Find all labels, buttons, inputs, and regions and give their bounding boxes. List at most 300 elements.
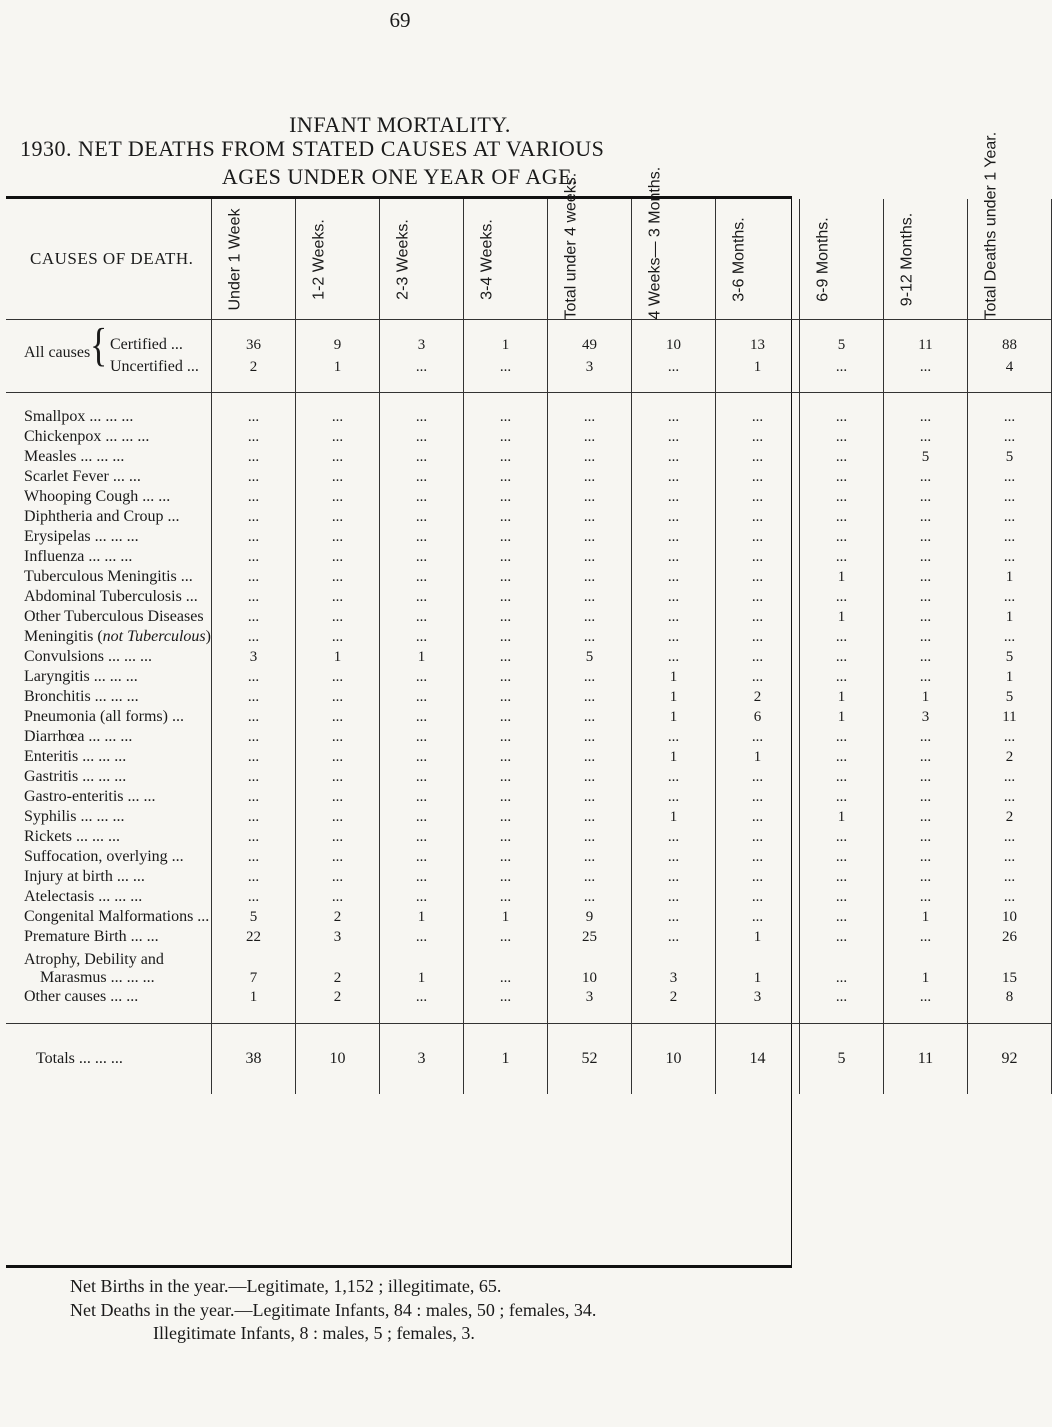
- table-title: [20, 136, 800, 162]
- footer-deaths: Net Deaths in the year.—Legitimate Infants, 84 : males, 50 ; females, 34.: [70, 1300, 597, 1320]
- table-cell: ...: [547, 747, 631, 767]
- table-cell: ...: [799, 487, 883, 507]
- table-row: [6, 487, 1051, 507]
- table-cell: ...: [379, 407, 463, 427]
- table-cell: ...: [631, 907, 715, 927]
- table-row: [6, 527, 1051, 547]
- table-cell: ...: [799, 547, 883, 567]
- age-header: [379, 199, 463, 320]
- table-cell: 1: [295, 647, 379, 667]
- table-cell: 10: [547, 947, 631, 987]
- table-cell: 1: [379, 947, 463, 987]
- table-cell: ...: [547, 767, 631, 787]
- table-cell: ...: [547, 467, 631, 487]
- table-cell: 1: [463, 320, 547, 357]
- table-row: [6, 407, 1051, 427]
- table-cell: ...: [379, 847, 463, 867]
- table-cell: 11: [883, 320, 967, 357]
- table-cell: ...: [883, 427, 967, 447]
- table-row: [6, 467, 1051, 487]
- table-cell: 1: [631, 667, 715, 687]
- table-row: [6, 847, 1051, 867]
- table-cell: ...: [967, 887, 1051, 907]
- table-cell: ...: [379, 867, 463, 887]
- table-cell: ...: [799, 587, 883, 607]
- table-cell: ...: [295, 807, 379, 827]
- table-cell: ...: [883, 567, 967, 587]
- cause-name: Influenza ... ... ...: [6, 547, 211, 567]
- table-cell: ...: [883, 547, 967, 567]
- table-cell: ...: [883, 667, 967, 687]
- table-cell: ...: [631, 467, 715, 487]
- table-row: [6, 547, 1051, 567]
- table-cell: 10: [631, 1024, 715, 1095]
- table-cell: ...: [547, 827, 631, 847]
- table-row: [6, 667, 1051, 687]
- table-cell: 1: [967, 567, 1051, 587]
- table-cell: ...: [799, 787, 883, 807]
- table-cell: ...: [715, 727, 799, 747]
- title-line3: AGES UNDER ONE YEAR OF AGE.: [221, 164, 579, 189]
- brace-glyph: {: [90, 319, 108, 371]
- table-cell: ...: [631, 427, 715, 447]
- table-cell: 92: [967, 1024, 1051, 1095]
- table-cell: ...: [211, 587, 295, 607]
- table-cell: ...: [631, 407, 715, 427]
- table-cell: ...: [379, 587, 463, 607]
- table-cell: ...: [631, 587, 715, 607]
- table-cell: ...: [715, 547, 799, 567]
- all-causes-row: [6, 320, 1051, 357]
- table-cell: ...: [631, 867, 715, 887]
- table-cell: ...: [715, 847, 799, 867]
- table-cell: ...: [547, 547, 631, 567]
- table-cell: ...: [463, 707, 547, 727]
- table-cell: ...: [463, 627, 547, 647]
- table-cell: 1: [799, 807, 883, 827]
- cause-name: Injury at birth ... ...: [6, 867, 211, 887]
- table-cell: ...: [547, 787, 631, 807]
- table-cell: ...: [295, 767, 379, 787]
- age-header-label: Under 1 Week: [226, 208, 244, 310]
- table-cell: ...: [211, 547, 295, 567]
- table-cell: ...: [547, 687, 631, 707]
- age-header: [211, 199, 295, 320]
- table-cell: ...: [211, 887, 295, 907]
- table-cell: ...: [211, 427, 295, 447]
- table-cell: ...: [211, 527, 295, 547]
- table-cell: 88: [967, 320, 1051, 357]
- table-cell: ...: [799, 987, 883, 1007]
- age-header: [547, 172, 631, 320]
- cause-name: Other causes ... ...: [6, 987, 211, 1007]
- table-cell: ...: [883, 887, 967, 907]
- table-cell: ...: [295, 827, 379, 847]
- table-cell: ...: [715, 507, 799, 527]
- age-header: [295, 199, 379, 320]
- totals-label: Totals ... ... ...: [6, 1024, 211, 1095]
- table-cell: 1: [211, 987, 295, 1007]
- table-cell: 10: [295, 1024, 379, 1095]
- table-cell: ...: [463, 687, 547, 707]
- cause-name: Diarrhœa ... ... ...: [6, 727, 211, 747]
- table-cell: ...: [295, 847, 379, 867]
- table-cell: ...: [547, 407, 631, 427]
- table-cell: 1: [715, 947, 799, 987]
- table-cell: ...: [211, 407, 295, 427]
- table-cell: 9: [295, 320, 379, 357]
- page-number: 69: [389, 8, 411, 32]
- table-cell: ...: [295, 507, 379, 527]
- table-cell: 1: [631, 707, 715, 727]
- table-cell: ...: [463, 927, 547, 947]
- cause-name: Suffocation, overlying ...: [6, 847, 211, 867]
- table-cell: ...: [967, 487, 1051, 507]
- footer-births: Net Births in the year.—Legitimate, 1,152 ; illegitimate, 65.: [70, 1276, 502, 1296]
- table-cell: ...: [463, 727, 547, 747]
- table-cell: 2: [295, 947, 379, 987]
- table-cell: ...: [295, 567, 379, 587]
- table-cell: ...: [463, 787, 547, 807]
- table-cell: ...: [883, 867, 967, 887]
- table-cell: ...: [967, 827, 1051, 847]
- cause-name: Other Tuberculous Diseases: [6, 607, 211, 627]
- table-cell: ...: [379, 487, 463, 507]
- table-cell: ...: [547, 427, 631, 447]
- table-row: [6, 447, 1051, 467]
- table-cell: 38: [211, 1024, 295, 1095]
- table-cell: ...: [463, 356, 547, 393]
- table-cell: ...: [295, 427, 379, 447]
- table-cell: ...: [379, 607, 463, 627]
- table-cell: 1: [799, 567, 883, 587]
- table-row: [6, 907, 1051, 927]
- table-cell: ...: [799, 927, 883, 947]
- table-cell: ...: [799, 727, 883, 747]
- table-cell: ...: [295, 727, 379, 747]
- table-cell: ...: [547, 847, 631, 867]
- age-header-label: Total under 4 weeks.: [562, 172, 580, 319]
- cause-name: Premature Birth ... ...: [6, 927, 211, 947]
- age-header-label: 1-2 Weeks.: [310, 218, 328, 300]
- table-cell: ...: [295, 467, 379, 487]
- table-cell: 25: [547, 927, 631, 947]
- table-cell: 3: [379, 320, 463, 357]
- table-cell: ...: [883, 407, 967, 427]
- table-cell: ...: [379, 507, 463, 527]
- table-cell: ...: [799, 507, 883, 527]
- table-cell: 2: [715, 687, 799, 707]
- table-cell: ...: [631, 727, 715, 747]
- table-cell: ...: [211, 487, 295, 507]
- table-cell: ...: [295, 527, 379, 547]
- table-cell: ...: [379, 447, 463, 467]
- cause-name: Chickenpox ... ... ...: [6, 427, 211, 447]
- table-cell: 3: [295, 927, 379, 947]
- table-cell: 52: [547, 1024, 631, 1095]
- table-cell: ...: [547, 447, 631, 467]
- age-header-label: Total Deaths under 1 Year.: [982, 131, 1000, 319]
- table-cell: ...: [715, 567, 799, 587]
- table-cell: 1: [883, 687, 967, 707]
- table-cell: ...: [715, 887, 799, 907]
- table-cell: ...: [463, 887, 547, 907]
- table-cell: ...: [715, 467, 799, 487]
- table-cell: ...: [211, 827, 295, 847]
- cause-name: Convulsions ... ... ...: [6, 647, 211, 667]
- cause-name: Laryngitis ... ... ...: [6, 667, 211, 687]
- table-cell: ...: [211, 747, 295, 767]
- footer-deaths-illegitimate: Illegitimate Infants, 8 : males, 5 ; females, 3.: [153, 1323, 475, 1343]
- table-cell: ...: [715, 627, 799, 647]
- table-cell: 10: [967, 907, 1051, 927]
- table-cell: ...: [631, 927, 715, 947]
- table-cell: 5: [547, 647, 631, 667]
- table-cell: 36: [211, 320, 295, 357]
- table-cell: ...: [379, 887, 463, 907]
- table-row: [6, 927, 1051, 947]
- cause-name: Atelectasis ... ... ...: [6, 887, 211, 907]
- cause-name: Syphilis ... ... ...: [6, 807, 211, 827]
- age-header-label: 3-4 Weeks.: [478, 218, 496, 300]
- cause-name: Gastritis ... ... ...: [6, 767, 211, 787]
- table-cell: ...: [799, 887, 883, 907]
- table-cell: ...: [379, 707, 463, 727]
- page-title: INFANT MORTALITY.: [289, 112, 511, 137]
- table-cell: ...: [715, 427, 799, 447]
- table-cell: 3: [883, 707, 967, 727]
- table-row: [6, 807, 1051, 827]
- table-cell: ...: [463, 487, 547, 507]
- all-causes-label: All causes: [24, 344, 91, 361]
- cause-name: Abdominal Tuberculosis ...: [6, 587, 211, 607]
- table-cell: 2: [631, 987, 715, 1007]
- table-cell: 5: [967, 647, 1051, 667]
- table-cell: ...: [715, 407, 799, 427]
- table-cell: ...: [295, 447, 379, 467]
- table-cell: ...: [967, 727, 1051, 747]
- table-cell: ...: [883, 747, 967, 767]
- table-cell: ...: [295, 487, 379, 507]
- table-cell: ...: [211, 687, 295, 707]
- table-cell: 4: [967, 356, 1051, 393]
- table-cell: ...: [379, 727, 463, 747]
- cause-name: Diphtheria and Croup ...: [6, 507, 211, 527]
- table-row: [6, 787, 1051, 807]
- table-cell: ...: [211, 847, 295, 867]
- table-cell: ...: [379, 767, 463, 787]
- table-cell: ...: [295, 787, 379, 807]
- table-cell: ...: [295, 407, 379, 427]
- table-cell: ...: [547, 567, 631, 587]
- table-cell: 14: [715, 1024, 799, 1095]
- table-cell: ...: [211, 507, 295, 527]
- table-cell: ...: [799, 767, 883, 787]
- causes-header: CAUSES OF DEATH.: [6, 199, 211, 320]
- table-cell: ...: [967, 407, 1051, 427]
- table-cell: ...: [211, 727, 295, 747]
- table-cell: ...: [547, 867, 631, 887]
- cause-name: Gastro-enteritis ... ...: [6, 787, 211, 807]
- table-cell: 1: [631, 747, 715, 767]
- cause-name: Congenital Malformations ...: [6, 907, 211, 927]
- table-cell: ...: [379, 687, 463, 707]
- table-cell: ...: [547, 527, 631, 547]
- age-header-label: 6-9 Months.: [814, 216, 832, 302]
- title-line2: NET DEATHS FROM STATED CAUSES AT VARIOUS: [78, 136, 605, 161]
- table-cell: ...: [211, 627, 295, 647]
- cause-name: Enteritis ... ... ...: [6, 747, 211, 767]
- table-cell: 1: [883, 907, 967, 927]
- table-cell: ...: [967, 587, 1051, 607]
- table-cell: ...: [463, 947, 547, 987]
- table-cell: ...: [967, 767, 1051, 787]
- table-cell: ...: [799, 407, 883, 427]
- table-cell: ...: [211, 807, 295, 827]
- table-cell: ...: [799, 827, 883, 847]
- table-cell: ...: [379, 356, 463, 393]
- table-cell: ...: [631, 547, 715, 567]
- table-cell: 2: [211, 356, 295, 393]
- table-cell: ...: [967, 847, 1051, 867]
- table-cell: ...: [631, 527, 715, 547]
- table-cell: ...: [295, 587, 379, 607]
- table-cell: 13: [715, 320, 799, 357]
- table-cell: ...: [715, 867, 799, 887]
- table-cell: ...: [967, 627, 1051, 647]
- table-cell: 6: [715, 707, 799, 727]
- table-cell: 1: [463, 1024, 547, 1095]
- table-row: [6, 587, 1051, 607]
- table-row: [6, 947, 1051, 987]
- table-row: [6, 647, 1051, 667]
- age-header: [883, 199, 967, 320]
- cause-name: Pneumonia (all forms) ...: [6, 707, 211, 727]
- table-cell: ...: [799, 747, 883, 767]
- table-cell: ...: [379, 547, 463, 567]
- table-row: [6, 567, 1051, 587]
- table-cell: ...: [799, 627, 883, 647]
- table-row: [6, 887, 1051, 907]
- table-cell: 11: [967, 707, 1051, 727]
- table-cell: ...: [211, 607, 295, 627]
- table-cell: 9: [547, 907, 631, 927]
- table-cell: ...: [715, 827, 799, 847]
- table-cell: ...: [715, 447, 799, 467]
- table-cell: ...: [967, 787, 1051, 807]
- table-row: [6, 607, 1051, 627]
- table-cell: ...: [631, 487, 715, 507]
- table-cell: ...: [295, 547, 379, 567]
- table-cell: ...: [379, 667, 463, 687]
- table-cell: ...: [883, 827, 967, 847]
- table-cell: ...: [463, 667, 547, 687]
- table-cell: ...: [295, 607, 379, 627]
- all-causes-cell: [6, 356, 211, 393]
- table-cell: 2: [967, 747, 1051, 767]
- cause-name-line1: Atrophy, Debility and: [24, 951, 164, 968]
- table-cell: 1: [799, 687, 883, 707]
- table-cell: ...: [547, 707, 631, 727]
- table-cell: ...: [883, 587, 967, 607]
- table-row: [6, 727, 1051, 747]
- table-cell: ...: [463, 527, 547, 547]
- table-cell: ...: [379, 467, 463, 487]
- cause-name: Tuberculous Meningitis ...: [6, 567, 211, 587]
- cause-name: Meningitis (not Tuberculous): [6, 627, 211, 647]
- totals-row: [6, 1024, 1051, 1095]
- table-cell: 1: [883, 947, 967, 987]
- table-cell: ...: [631, 567, 715, 587]
- table-cell: ...: [799, 667, 883, 687]
- table-cell: 5: [883, 447, 967, 467]
- table-cell: ...: [883, 987, 967, 1007]
- table-cell: ...: [631, 787, 715, 807]
- table-cell: ...: [631, 827, 715, 847]
- cause-name: Smallpox ... ... ...: [6, 407, 211, 427]
- table-cell: ...: [547, 487, 631, 507]
- table-cell: ...: [463, 607, 547, 627]
- all-causes-sublabel: Certified ...: [110, 336, 183, 353]
- table-cell: ...: [799, 947, 883, 987]
- table-cell: 11: [883, 1024, 967, 1095]
- table-cell: ...: [883, 607, 967, 627]
- cause-name: Scarlet Fever ... ...: [6, 467, 211, 487]
- age-header-label: 3-6 Months.: [730, 216, 748, 302]
- table-row: [6, 427, 1051, 447]
- table-cell: ...: [631, 447, 715, 467]
- table-cell: ...: [883, 847, 967, 867]
- table-cell: ...: [463, 447, 547, 467]
- table-cell: ...: [547, 727, 631, 747]
- table-cell: ...: [799, 427, 883, 447]
- table-cell: ...: [295, 707, 379, 727]
- table-cell: ...: [799, 907, 883, 927]
- table-cell: ...: [967, 547, 1051, 567]
- cause-name: Erysipelas ... ... ...: [6, 527, 211, 547]
- table-cell: ...: [715, 527, 799, 547]
- table-cell: ...: [883, 527, 967, 547]
- table-cell: 1: [379, 647, 463, 667]
- table-cell: ...: [379, 987, 463, 1007]
- table-cell: ...: [883, 807, 967, 827]
- table-cell: ...: [883, 467, 967, 487]
- table-cell: ...: [883, 627, 967, 647]
- all-causes-sublabel: Uncertified ...: [110, 358, 199, 375]
- table-cell: ...: [379, 567, 463, 587]
- table-cell: ...: [295, 887, 379, 907]
- table-cell: ...: [967, 867, 1051, 887]
- table-cell: ...: [463, 827, 547, 847]
- table-cell: 1: [631, 687, 715, 707]
- table-cell: 5: [211, 907, 295, 927]
- table-cell: ...: [211, 867, 295, 887]
- table-cell: ...: [715, 607, 799, 627]
- table-cell: ...: [547, 887, 631, 907]
- table-cell: 1: [715, 747, 799, 767]
- age-header: [715, 199, 799, 320]
- table-cell: ...: [211, 787, 295, 807]
- table-row: [6, 747, 1051, 767]
- table-cell: 3: [631, 947, 715, 987]
- age-header: [463, 199, 547, 320]
- cause-name: Measles ... ... ...: [6, 447, 211, 467]
- table-cell: ...: [631, 847, 715, 867]
- table-cell: ...: [379, 627, 463, 647]
- table-cell: ...: [715, 647, 799, 667]
- table-cell: ...: [799, 867, 883, 887]
- table-cell: ...: [463, 427, 547, 447]
